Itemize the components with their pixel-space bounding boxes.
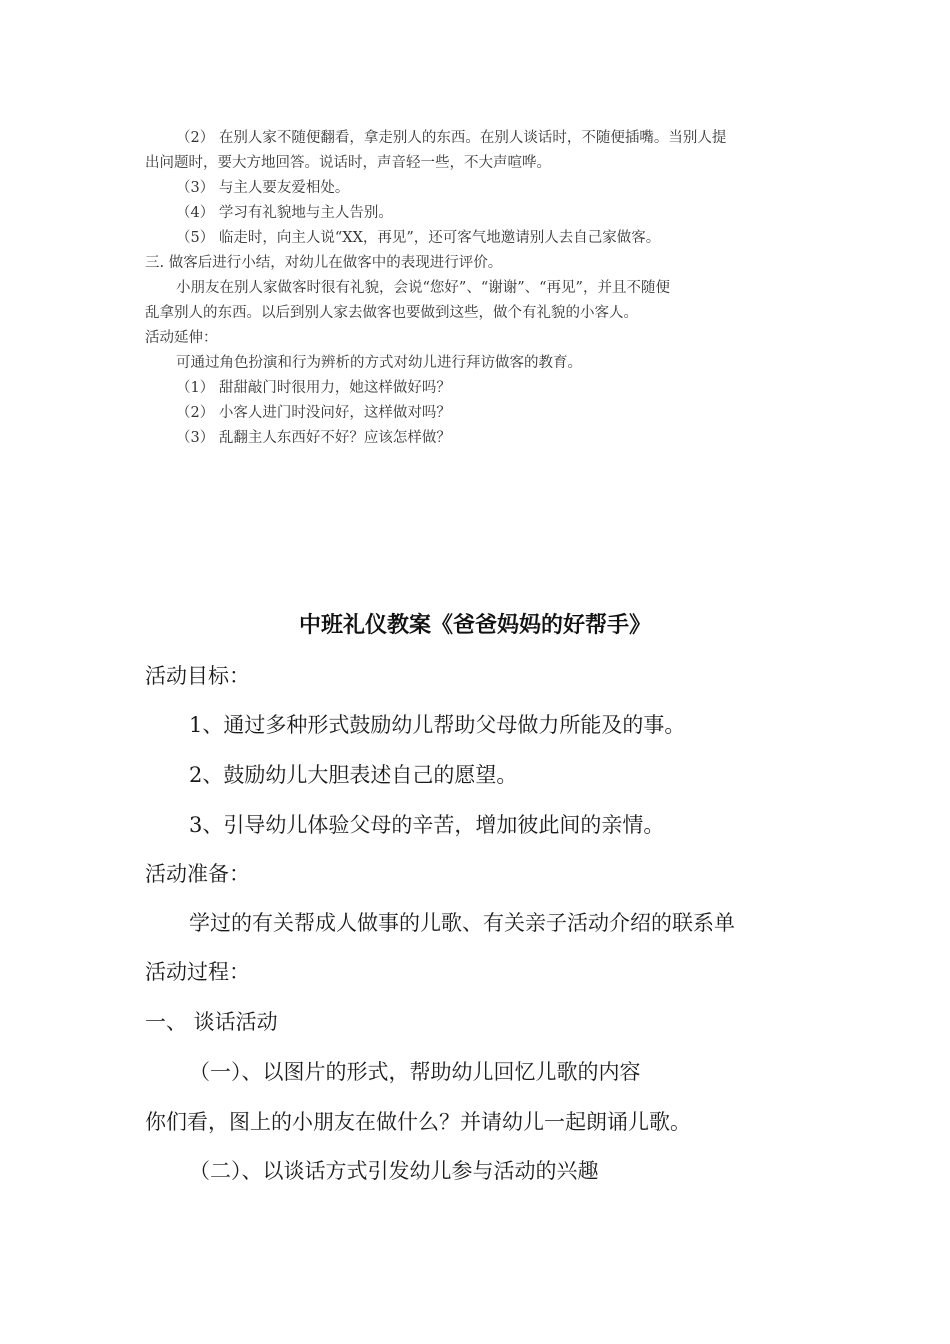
list-item: 2、鼓励幼儿大胆表述自己的愿望。 <box>189 763 518 787</box>
sub-step-heading: （一）、以图片的形式，帮助幼儿回忆儿歌的内容 <box>189 1060 641 1084</box>
section-heading: 三. 做客后进行小结，对幼儿在做客中的表现进行评价。 <box>145 255 503 271</box>
section-heading: 活动过程： <box>145 960 250 984</box>
list-item: 1、通过多种形式鼓励幼儿帮助父母做力所能及的事。 <box>189 713 686 737</box>
paragraph-line: 出问题时，要大方地回答。说话时，声音轻一些，不大声喧哗。 <box>145 155 551 171</box>
section-heading: 活动准备： <box>145 862 250 886</box>
list-item: （5） 临走时，向主人说“XX，再见”，还可客气地邀请别人去自己家做客。 <box>176 230 661 246</box>
list-item: （2） 小客人进门时没问好，这样做对吗？ <box>176 405 451 421</box>
list-item: （3） 乱翻主人东西好不好？应该怎样做？ <box>176 430 451 446</box>
paragraph-line: （2） 在别人家不随便翻看，拿走别人的东西。在别人谈话时，不随便插嘴。当别人提 <box>176 130 727 146</box>
list-item: （4） 学习有礼貌地与主人告别。 <box>176 205 393 221</box>
section-heading: 活动目标： <box>145 664 250 688</box>
paragraph-line: 你们看，图上的小朋友在做什么？并请幼儿一起朗诵儿歌。 <box>145 1110 691 1134</box>
paragraph-line: 可通过角色扮演和行为辨析的方式对幼儿进行拜访做客的教育。 <box>176 355 582 371</box>
list-item: （3） 与主人要友爱相处。 <box>176 180 350 196</box>
section-heading: 活动延伸： <box>145 330 218 346</box>
paragraph-line: 学过的有关帮成人做事的儿歌、有关亲子活动介绍的联系单 <box>189 911 735 935</box>
paragraph-line: 小朋友在别人家做客时很有礼貌，会说“您好”、“谢谢”、“再见”，并且不随便 <box>176 280 670 296</box>
paragraph-line: 乱拿别人的东西。以后到别人家去做客也要做到这些，做个有礼貌的小客人。 <box>145 305 638 321</box>
document-title: 中班礼仪教案《爸爸妈妈的好帮手》 <box>298 612 651 638</box>
sub-step-heading: （二）、以谈话方式引发幼儿参与活动的兴趣 <box>189 1159 599 1183</box>
list-item: 3、引导幼儿体验父母的辛苦，增加彼此间的亲情。 <box>189 813 665 837</box>
step-heading: 一、 谈话活动 <box>145 1010 278 1034</box>
list-item: （1） 甜甜敲门时很用力，她这样做好吗？ <box>176 380 451 396</box>
